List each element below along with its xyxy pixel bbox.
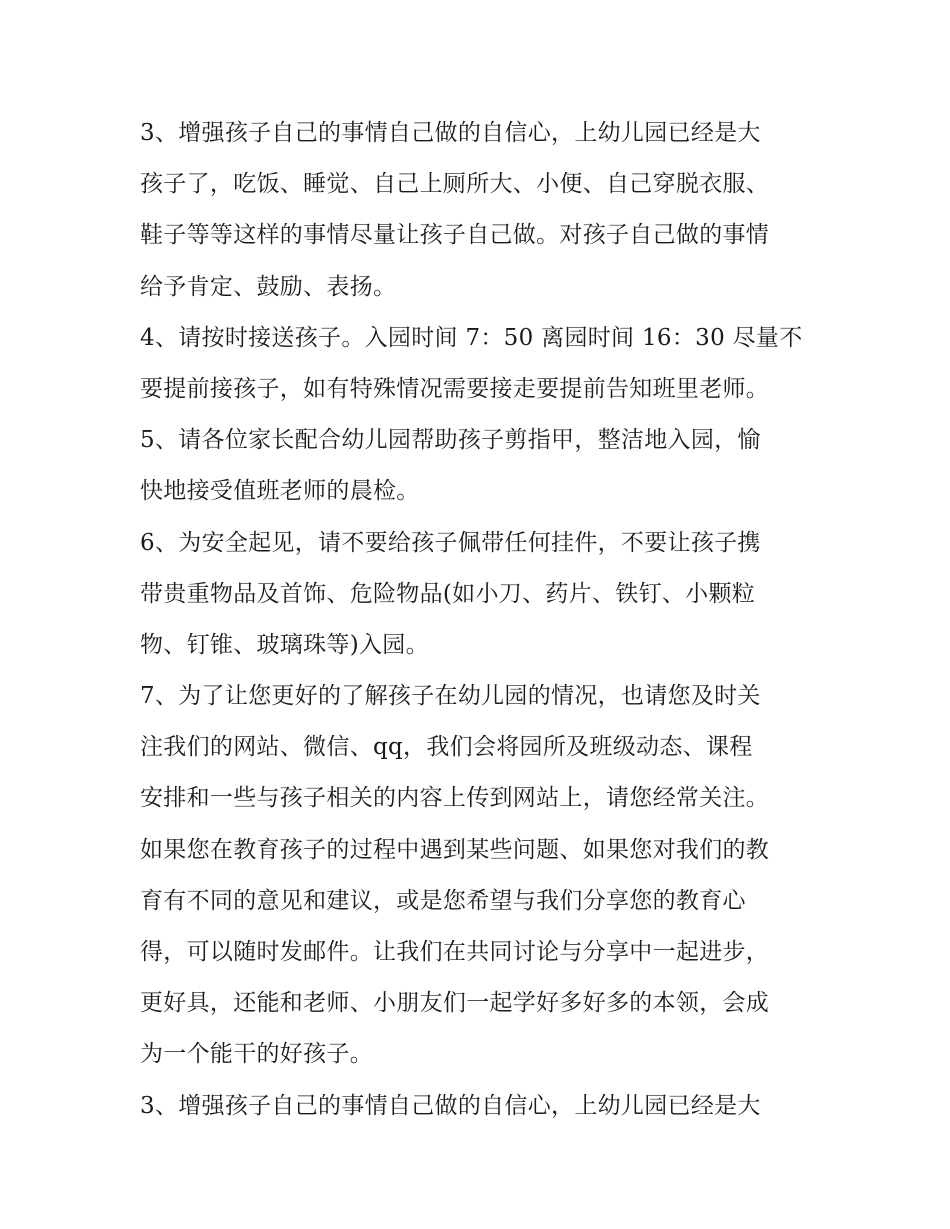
text-line: 鞋子等等这样的事情尽量让孩子自己做。对孩子自己做的事情	[140, 222, 770, 249]
text-line: 得，可以随时发邮件。让我们在共同讨论与分享中一起进步，	[140, 939, 770, 965]
text-line: 3、增强孩子自己的事情自己做的自信心，上幼儿园已经是大	[140, 1092, 761, 1119]
text-line: 育有不同的意见和建议，或是您希望与我们分享您的教育心	[140, 887, 746, 914]
text-line: 更好具，还能和老师、小朋友们一起学好多好多的本领，会成	[140, 990, 770, 1017]
text-line: 7、为了让您更好的了解孩子在幼儿园的情况，也请您及时关	[140, 683, 761, 710]
text-line: 安排和一些与孩子相关的内容上传到网站上，请您经常关注。	[140, 785, 770, 812]
text-line: 如果您在教育孩子的过程中遇到某些问题、如果您对我们的教	[140, 836, 770, 863]
text-line: 3、增强孩子自己的事情自己做的自信心，上幼儿园已经是大	[140, 120, 761, 146]
text-line: 4、请按时接送孩子。入园时间 7：50 离园时间 16：30 尽量不	[140, 324, 803, 351]
document-body	[140, 108, 820, 1132]
text-line: 注我们的网站、微信、qq，我们会将园所及班级动态、课程	[140, 734, 753, 761]
text-line: 给予肯定、鼓励、表扬。	[140, 273, 397, 300]
text-line: 孩子了，吃饭、睡觉、自己上厕所大、小便、自己穿脱衣服、	[140, 171, 770, 198]
text-line: 带贵重物品及首饰、危险物品(如小刀、药片、铁钉、小颗粒	[140, 580, 756, 607]
text-line: 为一个能干的好孩子。	[140, 1041, 373, 1068]
text-line: 快地接受值班老师的晨检。	[140, 478, 420, 505]
text-line: 物、钉锥、玻璃珠等)入园。	[140, 631, 429, 658]
text-line: 5、请各位家长配合幼儿园帮助孩子剪指甲，整洁地入园，愉	[140, 427, 761, 454]
text-line: 6、为安全起见，请不要给孩子佩带任何挂件，不要让孩子携	[140, 529, 761, 556]
text-line: 要提前接孩子，如有特殊情况需要接走要提前告知班里老师。	[140, 375, 770, 402]
